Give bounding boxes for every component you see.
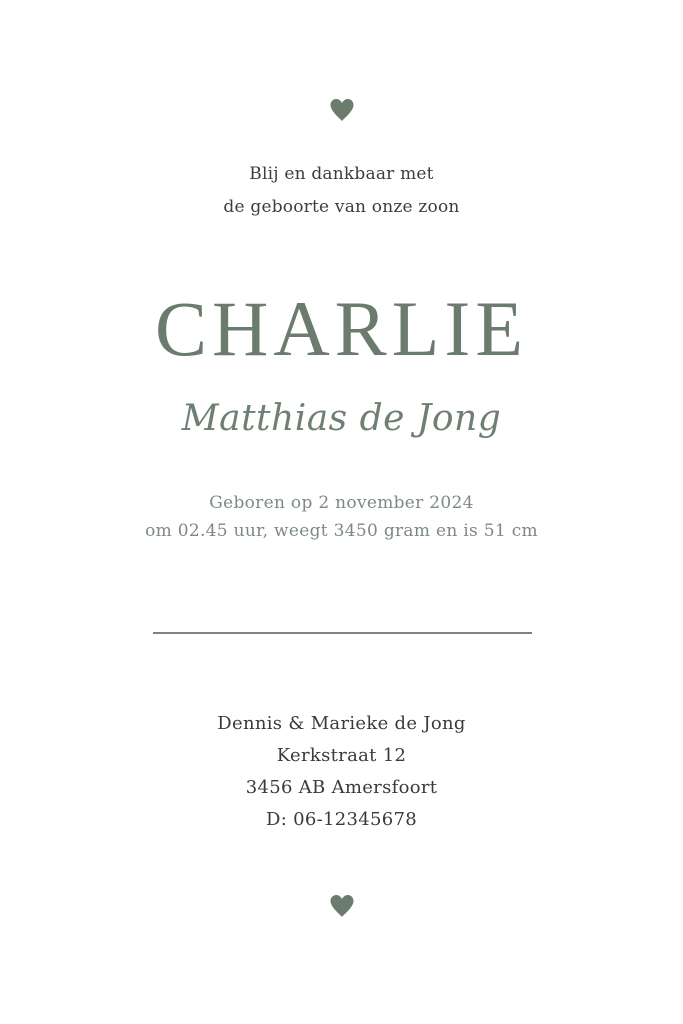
intro-line-1: Blij en dankbaar met — [249, 164, 434, 184]
address-city: 3456 AB Amersfoort — [245, 777, 438, 798]
divider — [153, 632, 532, 634]
intro-line-2: de geboorte van onze zoon — [223, 197, 460, 217]
heart-icon — [329, 98, 355, 122]
baby-first-name: CHARLIE — [155, 285, 528, 372]
heart-icon — [329, 894, 355, 918]
baby-middle-and-last-name: Matthias de Jong — [181, 398, 502, 439]
birth-date: Geboren op 2 november 2024 — [209, 493, 474, 513]
birth-details: om 02.45 uur, weegt 3450 gram en is 51 cm — [145, 521, 538, 541]
phone-number: D: 06-12345678 — [265, 809, 418, 830]
address-street: Kerkstraat 12 — [276, 745, 407, 766]
parents-names: Dennis & Marieke de Jong — [217, 713, 466, 734]
